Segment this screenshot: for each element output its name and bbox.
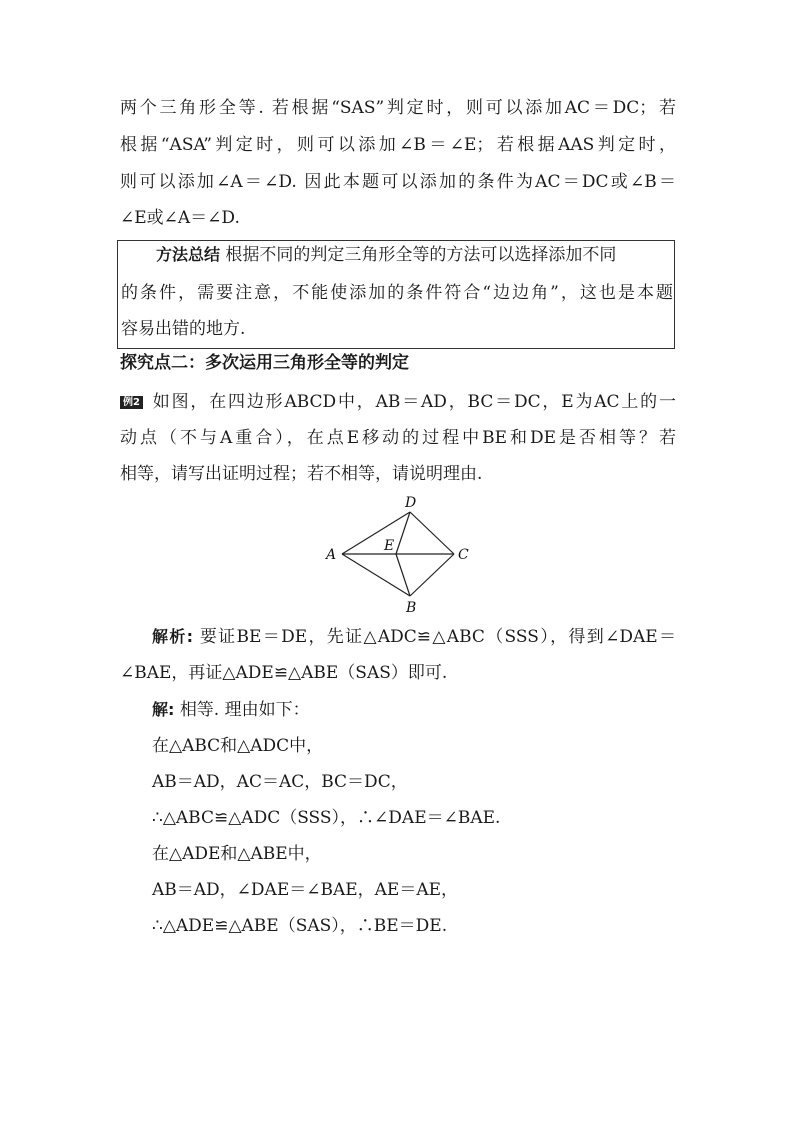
segment-EB (396, 554, 410, 596)
section-heading: 探究点二：多次运用三角形全等的判定 (120, 353, 409, 373)
label-A: A (326, 547, 337, 563)
solution-line-4: 在△ADE和△ABE中， (152, 844, 322, 864)
solution-intro: 相等. 理由如下： (179, 700, 310, 720)
method-summary-line-1 (156, 243, 616, 267)
analysis-title: 解析: (152, 627, 194, 646)
segment-CB (410, 554, 454, 596)
solution-line-3: ∴△ABC≌△ADC（SSS），∴∠DAE＝∠BAE. (152, 808, 501, 828)
label-B: B (406, 600, 417, 616)
method-summary-box (117, 240, 675, 349)
analysis-text-1: 要证BE＝DE，先证△ADC≌△ABC（SSS），得到∠DAE＝ (199, 627, 676, 647)
segment-BA (342, 554, 410, 596)
solution-title: 解: (152, 700, 175, 719)
prev-solution-line-3: 则可以添加∠A＝∠D. 因此本题可以添加的条件为AC＝DC或∠B＝ (120, 172, 676, 192)
solution-line-1: 在△ABC和△ADC中， (152, 736, 324, 756)
label-C: C (458, 547, 469, 563)
method-summary-text-1: 根据不同的判定三角形全等的方法可以选择添加不同 (225, 245, 617, 265)
solution-intro-line (152, 698, 310, 722)
label-D: D (405, 495, 417, 511)
prev-solution-line-1: 两个三角形全等. 若根据“SAS”判定时，则可以添加AC＝DC；若 (120, 98, 676, 118)
solution-line-5: AB＝AD，∠DAE＝∠BAE，AE＝AE， (152, 880, 459, 900)
segment-DE (396, 512, 410, 554)
example-badge: 例2 (120, 396, 143, 409)
label-E: E (384, 538, 395, 554)
example-line-3: 相等，请写出证明过程；若不相等，请说明理由. (120, 464, 483, 484)
method-summary-line-3: 容易出错的地方. (121, 319, 246, 339)
segment-AD (342, 512, 410, 554)
solution-line-2: AB＝AD，AC＝AC，BC＝DC， (152, 772, 408, 792)
segment-DC (410, 512, 454, 554)
prev-solution-line-4: ∠E或∠A＝∠D. (120, 208, 240, 228)
analysis-line-2: ∠BAE，再证△ADE≌△ABE（SAS）即可. (120, 663, 448, 683)
analysis-line-1 (152, 625, 676, 649)
prev-solution-line-2: 根据“ASA”判定时，则可以添加∠B＝∠E；若根据AAS判定时， (120, 135, 676, 155)
method-summary-line-2: 的条件，需要注意，不能使添加的条件符合“边边角”，这也是本题 (121, 283, 673, 303)
method-summary-title: 方法总结 (156, 245, 221, 264)
example-text-1: 如图，在四边形ABCD中，AB＝AD，BC＝DC，E为AC上的一 (150, 392, 676, 412)
example-line-1 (120, 390, 676, 414)
example-line-2: 动点（不与A重合），在点E移动的过程中BE和DE是否相等？若 (120, 428, 676, 448)
quadrilateral-figure (320, 492, 480, 618)
solution-line-6: ∴△ADE≌△ABE（SAS），∴BE＝DE. (152, 916, 448, 936)
